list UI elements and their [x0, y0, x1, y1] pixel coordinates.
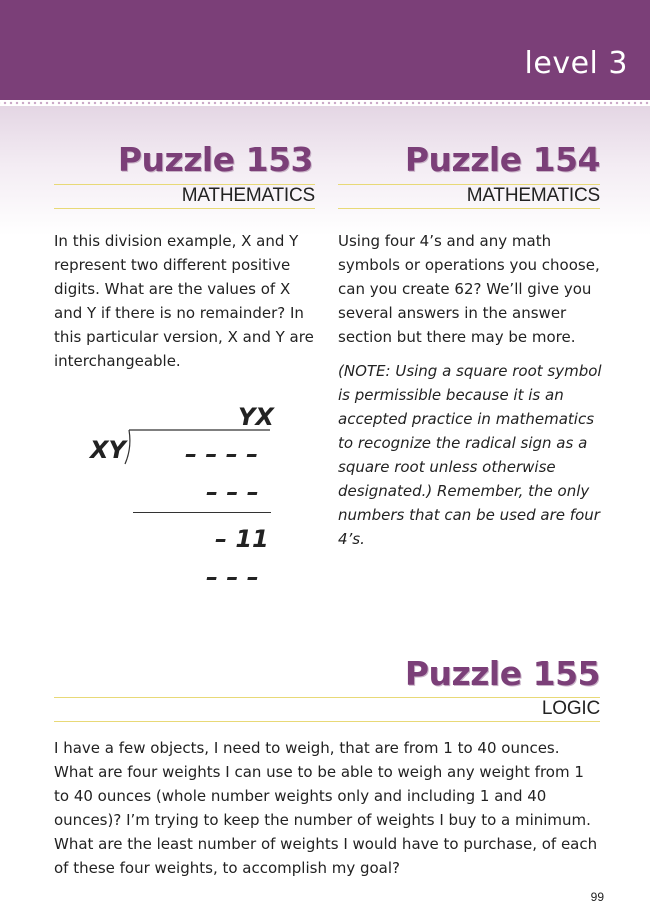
division-step-2: – 11: [215, 525, 269, 553]
division-step-1: – – –: [206, 478, 259, 506]
puzzle-153-body: In this division example, X and Y represent two different positive digits. What are the values of X and Y if there is no remainder? In this particular version, X and Y are interchangeable.: [54, 232, 314, 370]
puzzle-154-note: (NOTE: Using a square root symbol is permissible because it is an accepted practice in mathematics to recognize the radical sign as a square root unless otherwise designated.) Remember, the only numbers that can be used are four 4’s.: [338, 362, 602, 548]
division-divisor: XY: [90, 436, 126, 464]
puzzle-154-category: MATHEMATICS: [466, 185, 600, 206]
level-label: level 3: [524, 46, 628, 81]
puzzle-154-body: Using four 4’s and any math symbols or operations you choose, can you create 62? We’ll give you several answers in the answer section but there may be more.: [338, 232, 600, 346]
puzzle-155-title: Puzzle 155: [404, 654, 600, 693]
division-step-3: – – –: [206, 563, 259, 591]
page-number: 99: [590, 890, 604, 904]
puzzle-153-rule-bottom: [54, 208, 315, 209]
division-quotient: YX: [238, 403, 274, 431]
puzzle-155-body: I have a few objects, I need to weigh, that are from 1 to 40 ounces. What are four weights I can use to be able to weigh any weight from 1 to 40 ounces (whole number weights only and including 1 and 40 ounces)? I’m trying to keep the number of weights I buy to a minimum. What are the least number of weights I would have to purchase, of each of these four weights, to accomplish my goal?: [54, 739, 598, 877]
puzzle-153-category: MATHEMATICS: [181, 185, 315, 206]
puzzle-154-title: Puzzle 154: [404, 140, 600, 179]
puzzle-153-title: Puzzle 153: [117, 140, 313, 179]
puzzle-155-rule-top: [54, 697, 600, 698]
division-subtraction-line: [133, 512, 271, 513]
puzzle-155-category: LOGIC: [541, 698, 600, 719]
puzzle-155-rule-bottom: [54, 721, 600, 722]
puzzle-154-rule-bottom: [338, 208, 600, 209]
division-dividend: – – – –: [185, 440, 259, 468]
